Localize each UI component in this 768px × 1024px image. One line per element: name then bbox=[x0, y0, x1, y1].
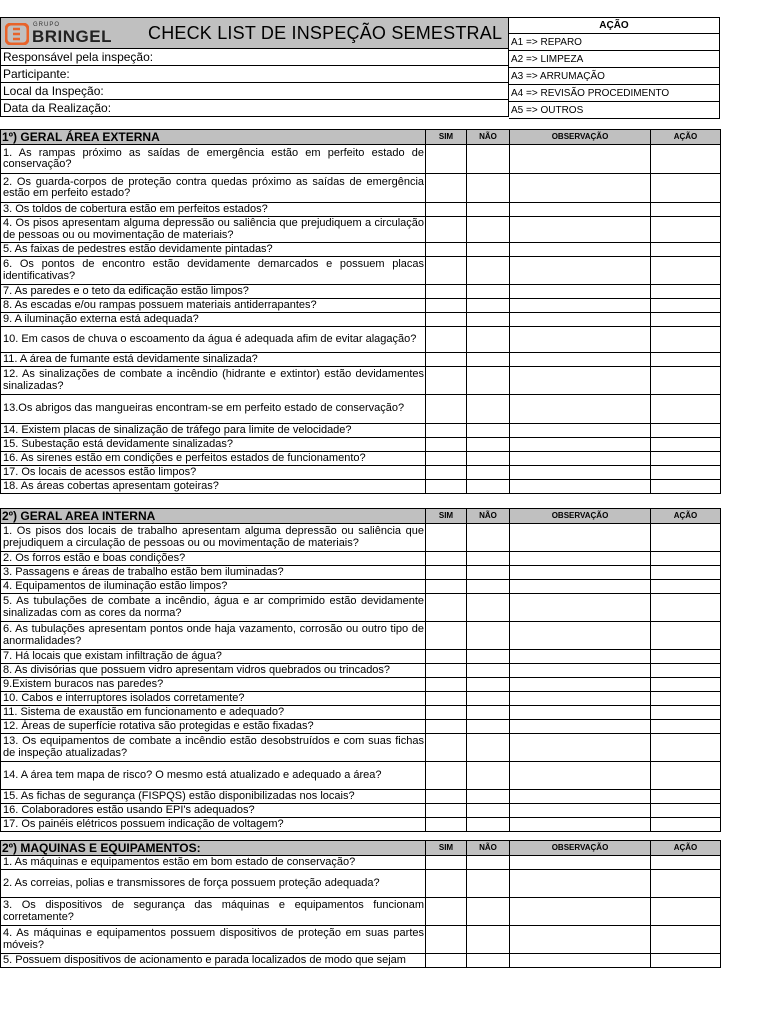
acao-legend-item: A2 => LIMPEZA bbox=[509, 51, 720, 68]
nao-cell[interactable] bbox=[467, 762, 510, 790]
logo-grupo-text: GRUPO bbox=[33, 22, 61, 28]
nao-cell[interactable] bbox=[467, 480, 510, 494]
observacao-cell[interactable] bbox=[510, 678, 651, 692]
nao-cell[interactable] bbox=[467, 243, 510, 257]
acao-legend-item: A4 => REVISÃO PROCEDIMENTO bbox=[509, 85, 720, 102]
acao-cell[interactable] bbox=[651, 466, 721, 480]
checklist-question: 17. Os painéis elétricos possuem indicação de voltagem? bbox=[1, 818, 426, 832]
acao-cell[interactable] bbox=[651, 580, 721, 594]
acao-cell[interactable] bbox=[651, 692, 721, 706]
logo-brand-text: BRINGEL bbox=[32, 27, 112, 46]
acao-cell[interactable] bbox=[651, 217, 721, 243]
col-nao-header: NÃO bbox=[467, 509, 510, 524]
observacao-cell[interactable] bbox=[510, 706, 651, 720]
sim-cell[interactable] bbox=[426, 257, 467, 285]
col-nao-header: NÃO bbox=[467, 130, 510, 145]
page-title: CHECK LIST DE INSPEÇÃO SEMESTRAL bbox=[148, 23, 503, 43]
checklist-question: 3. Os toldos de cobertura estão em perfeitos estados? bbox=[1, 203, 426, 217]
sim-cell[interactable] bbox=[426, 706, 467, 720]
nao-cell[interactable] bbox=[467, 452, 510, 466]
checklist-question: 2. Os guarda-corpos de proteção contra quedas próximo as saídas de emergência estão em perfeito estado? bbox=[1, 174, 426, 203]
sim-cell[interactable] bbox=[426, 692, 467, 706]
observacao-cell[interactable] bbox=[510, 926, 651, 954]
acao-cell[interactable] bbox=[651, 706, 721, 720]
acao-cell[interactable] bbox=[651, 664, 721, 678]
nao-cell[interactable] bbox=[467, 285, 510, 299]
observacao-cell[interactable] bbox=[510, 174, 651, 203]
field-local[interactable]: Local da Inspeção: bbox=[0, 83, 509, 100]
nao-cell[interactable] bbox=[467, 720, 510, 734]
col-observacao-header: OBSERVAÇÃO bbox=[510, 130, 651, 145]
acao-cell[interactable] bbox=[651, 395, 721, 424]
acao-cell[interactable] bbox=[651, 594, 721, 622]
field-participante[interactable]: Participante: bbox=[0, 66, 509, 83]
acao-cell[interactable] bbox=[651, 257, 721, 285]
acao-legend bbox=[509, 17, 720, 119]
checklist-question: 11. A área de fumante está devidamente sinalizada? bbox=[1, 353, 426, 367]
sim-cell[interactable] bbox=[426, 285, 467, 299]
observacao-cell[interactable] bbox=[510, 353, 651, 367]
acao-cell[interactable] bbox=[651, 327, 721, 353]
checklist-row bbox=[1, 734, 721, 762]
checklist-question: 6. As tubulações apresentam pontos onde haja vazamento, corrosão ou outro tipo de anormalidades? bbox=[1, 622, 426, 650]
checklist-question: 9. A iluminação externa está adequada? bbox=[1, 313, 426, 327]
nao-cell[interactable] bbox=[467, 424, 510, 438]
checklist-row bbox=[1, 552, 721, 566]
acao-cell[interactable] bbox=[651, 870, 721, 898]
checklist-row bbox=[1, 804, 721, 818]
sim-cell[interactable] bbox=[426, 353, 467, 367]
checklist-question: 8. As escadas e/ou rampas possuem materiais antiderrapantes? bbox=[1, 299, 426, 313]
col-acao-header: AÇÃO bbox=[651, 841, 721, 856]
checklist-row bbox=[1, 954, 721, 968]
nao-cell[interactable] bbox=[467, 664, 510, 678]
observacao-cell[interactable] bbox=[510, 480, 651, 494]
observacao-cell[interactable] bbox=[510, 217, 651, 243]
checklist-question: 13. Os equipamentos de combate a incêndio estão desobstruídos e com suas fichas de inspeção atualizadas? bbox=[1, 734, 426, 762]
acao-cell[interactable] bbox=[651, 299, 721, 313]
checklist-question: 11. Sistema de exaustão em funcionamento e adequado? bbox=[1, 706, 426, 720]
observacao-cell[interactable] bbox=[510, 622, 651, 650]
observacao-cell[interactable] bbox=[510, 804, 651, 818]
sim-cell[interactable] bbox=[426, 466, 467, 480]
sim-cell[interactable] bbox=[426, 145, 467, 174]
acao-cell[interactable] bbox=[651, 480, 721, 494]
sim-cell[interactable] bbox=[426, 327, 467, 353]
sim-cell[interactable] bbox=[426, 299, 467, 313]
nao-cell[interactable] bbox=[467, 299, 510, 313]
nao-cell[interactable] bbox=[467, 926, 510, 954]
checklist-row bbox=[1, 438, 721, 452]
checklist-question: 8. As divisórias que possuem vidro apresentam vidros quebrados ou trincados? bbox=[1, 664, 426, 678]
checklist-row bbox=[1, 706, 721, 720]
checklist-row bbox=[1, 818, 721, 832]
nao-cell[interactable] bbox=[467, 692, 510, 706]
checklist-question: 5. As faixas de pedestres estão devidamente pintadas? bbox=[1, 243, 426, 257]
checklist-row bbox=[1, 353, 721, 367]
sim-cell[interactable] bbox=[426, 367, 467, 395]
observacao-cell[interactable] bbox=[510, 650, 651, 664]
acao-cell[interactable] bbox=[651, 367, 721, 395]
acao-cell[interactable] bbox=[651, 174, 721, 203]
checklist-row bbox=[1, 452, 721, 466]
sim-cell[interactable] bbox=[426, 734, 467, 762]
checklist-row bbox=[1, 580, 721, 594]
nao-cell[interactable] bbox=[467, 217, 510, 243]
checklist-question: 9.Existem buracos nas paredes? bbox=[1, 678, 426, 692]
checklist-question: 10. Em casos de chuva o escoamento da água é adequada afim de evitar alagação? bbox=[1, 327, 426, 353]
nao-cell[interactable] bbox=[467, 466, 510, 480]
acao-cell[interactable] bbox=[651, 622, 721, 650]
acao-cell[interactable] bbox=[651, 720, 721, 734]
checklist-question: 15. Subestação está devidamente sinalizadas? bbox=[1, 438, 426, 452]
checklist-question: 5. As tubulações de combate a incêndio, água e ar comprimido estão devidamente sinalizadas com as cores da norma? bbox=[1, 594, 426, 622]
checklist-question: 4. As máquinas e equipamentos possuem dispositivos de proteção em suas partes móveis? bbox=[1, 926, 426, 954]
nao-cell[interactable] bbox=[467, 856, 510, 870]
sim-cell[interactable] bbox=[426, 438, 467, 452]
checklist-row bbox=[1, 203, 721, 217]
acao-cell[interactable] bbox=[651, 424, 721, 438]
checklist-question: 10. Cabos e interruptores isolados corretamente? bbox=[1, 692, 426, 706]
sim-cell[interactable] bbox=[426, 203, 467, 217]
checklist-question: 7. As paredes e o teto da edificação estão limpos? bbox=[1, 285, 426, 299]
acao-cell[interactable] bbox=[651, 552, 721, 566]
checklist-question: 5. Possuem dispositivos de acionamento e parada localizados de modo que sejam bbox=[1, 954, 426, 968]
acao-legend-item: A5 => OUTROS bbox=[509, 102, 720, 119]
col-nao-header: NÃO bbox=[467, 841, 510, 856]
nao-cell[interactable] bbox=[467, 313, 510, 327]
nao-cell[interactable] bbox=[467, 804, 510, 818]
acao-cell[interactable] bbox=[651, 313, 721, 327]
nao-cell[interactable] bbox=[467, 438, 510, 452]
checklist-row bbox=[1, 926, 721, 954]
checklist-question: 1. Os pisos dos locais de trabalho apresentam alguma depressão ou saliência que prejudiquem a circulação de pessoas ou ou movimentação de materiais? bbox=[1, 524, 426, 552]
nao-cell[interactable] bbox=[467, 650, 510, 664]
observacao-cell[interactable] bbox=[510, 438, 651, 452]
nao-cell[interactable] bbox=[467, 552, 510, 566]
sim-cell[interactable] bbox=[426, 954, 467, 968]
checklist-question: 1. As rampas próximo as saídas de emergência estão em perfeito estado de conservação? bbox=[1, 145, 426, 174]
sim-cell[interactable] bbox=[426, 580, 467, 594]
observacao-cell[interactable] bbox=[510, 145, 651, 174]
acao-cell[interactable] bbox=[651, 243, 721, 257]
checklist-row bbox=[1, 174, 721, 203]
nao-cell[interactable] bbox=[467, 353, 510, 367]
acao-cell[interactable] bbox=[651, 804, 721, 818]
section-header-row bbox=[1, 509, 721, 524]
header-left bbox=[0, 17, 509, 117]
nao-cell[interactable] bbox=[467, 898, 510, 926]
observacao-cell[interactable] bbox=[510, 856, 651, 870]
observacao-cell[interactable] bbox=[510, 452, 651, 466]
observacao-cell[interactable] bbox=[510, 580, 651, 594]
nao-cell[interactable] bbox=[467, 734, 510, 762]
section-table-area-externa bbox=[0, 129, 721, 494]
checklist-row bbox=[1, 762, 721, 790]
sim-cell[interactable] bbox=[426, 313, 467, 327]
section-title-area-externa: 1º) GERAL ÁREA EXTERNA bbox=[1, 130, 426, 145]
acao-cell[interactable] bbox=[651, 898, 721, 926]
checklist-row bbox=[1, 856, 721, 870]
sim-cell[interactable] bbox=[426, 424, 467, 438]
col-sim-header: SIM bbox=[426, 130, 467, 145]
nao-cell[interactable] bbox=[467, 622, 510, 650]
observacao-cell[interactable] bbox=[510, 720, 651, 734]
field-data[interactable]: Data da Realização: bbox=[0, 100, 509, 117]
sim-cell[interactable] bbox=[426, 480, 467, 494]
nao-cell[interactable] bbox=[467, 395, 510, 424]
acao-cell[interactable] bbox=[651, 790, 721, 804]
acao-cell[interactable] bbox=[651, 856, 721, 870]
sim-cell[interactable] bbox=[426, 594, 467, 622]
acao-cell[interactable] bbox=[651, 734, 721, 762]
col-observacao-header: OBSERVAÇÃO bbox=[510, 841, 651, 856]
acao-cell[interactable] bbox=[651, 926, 721, 954]
checklist-row bbox=[1, 566, 721, 580]
observacao-cell[interactable] bbox=[510, 243, 651, 257]
bringel-logo-mark-icon bbox=[5, 23, 29, 45]
checklist-question: 4. Equipamentos de iluminação estão limpos? bbox=[1, 580, 426, 594]
section-title-maquinas: 2º) MAQUINAS E EQUIPAMENTOS: bbox=[1, 841, 426, 856]
sim-cell[interactable] bbox=[426, 452, 467, 466]
nao-cell[interactable] bbox=[467, 818, 510, 832]
checklist-row bbox=[1, 243, 721, 257]
observacao-cell[interactable] bbox=[510, 898, 651, 926]
checklist-row bbox=[1, 524, 721, 552]
acao-cell[interactable] bbox=[651, 353, 721, 367]
sim-cell[interactable] bbox=[426, 790, 467, 804]
checklist-row bbox=[1, 870, 721, 898]
checklist-question: 2. As correias, polias e transmissores de força possuem proteção adequada? bbox=[1, 870, 426, 898]
section-table-area-interna bbox=[0, 508, 721, 832]
acao-legend-title: AÇÃO bbox=[509, 17, 720, 34]
sim-cell[interactable] bbox=[426, 174, 467, 203]
nao-cell[interactable] bbox=[467, 566, 510, 580]
nao-cell[interactable] bbox=[467, 327, 510, 353]
checklist-row bbox=[1, 898, 721, 926]
sim-cell[interactable] bbox=[426, 678, 467, 692]
observacao-cell[interactable] bbox=[510, 466, 651, 480]
checklist-question: 17. Os locais de acessos estão limpos? bbox=[1, 466, 426, 480]
sim-cell[interactable] bbox=[426, 566, 467, 580]
sim-cell[interactable] bbox=[426, 395, 467, 424]
sim-cell[interactable] bbox=[426, 217, 467, 243]
observacao-cell[interactable] bbox=[510, 203, 651, 217]
checklist-row bbox=[1, 692, 721, 706]
observacao-cell[interactable] bbox=[510, 664, 651, 678]
checklist-row bbox=[1, 424, 721, 438]
nao-cell[interactable] bbox=[467, 678, 510, 692]
sim-cell[interactable] bbox=[426, 524, 467, 552]
col-sim-header: SIM bbox=[426, 509, 467, 524]
checklist-question: 18. As áreas cobertas apresentam goteiras? bbox=[1, 480, 426, 494]
checklist-row bbox=[1, 466, 721, 480]
sim-cell[interactable] bbox=[426, 926, 467, 954]
observacao-cell[interactable] bbox=[510, 594, 651, 622]
checklist-question: 3. Os dispositivos de segurança das máquinas e equipamentos funcionam corretamente? bbox=[1, 898, 426, 926]
observacao-cell[interactable] bbox=[510, 954, 651, 968]
observacao-cell[interactable] bbox=[510, 566, 651, 580]
sim-cell[interactable] bbox=[426, 243, 467, 257]
observacao-cell[interactable] bbox=[510, 762, 651, 790]
nao-cell[interactable] bbox=[467, 203, 510, 217]
bringel-logo bbox=[5, 22, 120, 46]
acao-cell[interactable] bbox=[651, 566, 721, 580]
nao-cell[interactable] bbox=[467, 594, 510, 622]
acao-cell[interactable] bbox=[651, 762, 721, 790]
nao-cell[interactable] bbox=[467, 954, 510, 968]
field-responsavel[interactable]: Responsável pela inspeção: bbox=[0, 49, 509, 66]
sim-cell[interactable] bbox=[426, 622, 467, 650]
acao-cell[interactable] bbox=[651, 203, 721, 217]
acao-cell[interactable] bbox=[651, 145, 721, 174]
observacao-cell[interactable] bbox=[510, 870, 651, 898]
section-title-area-interna: 2º) GERAL AREA INTERNA bbox=[1, 509, 426, 524]
checklist-row bbox=[1, 327, 721, 353]
title-row bbox=[0, 17, 509, 49]
checklist-question: 16. As sirenes estão em condições e perfeitos estados de funcionamento? bbox=[1, 452, 426, 466]
checklist-row bbox=[1, 678, 721, 692]
checklist-row bbox=[1, 299, 721, 313]
sim-cell[interactable] bbox=[426, 856, 467, 870]
col-acao-header: AÇÃO bbox=[651, 130, 721, 145]
checklist-row bbox=[1, 480, 721, 494]
acao-cell[interactable] bbox=[651, 954, 721, 968]
nao-cell[interactable] bbox=[467, 524, 510, 552]
acao-legend-item: A3 => ARRUMAÇÃO bbox=[509, 68, 720, 85]
checklist-row bbox=[1, 720, 721, 734]
acao-cell[interactable] bbox=[651, 650, 721, 664]
checklist-row bbox=[1, 285, 721, 299]
observacao-cell[interactable] bbox=[510, 552, 651, 566]
observacao-cell[interactable] bbox=[510, 524, 651, 552]
checklist-question: 12. As sinalizações de combate a incêndio (hidrante e extintor) estão devidamentes sinalizadas? bbox=[1, 367, 426, 395]
observacao-cell[interactable] bbox=[510, 285, 651, 299]
checklist-question: 14. A área tem mapa de risco? O mesmo está atualizado e adequado a área? bbox=[1, 762, 426, 790]
checklist-question: 15. As fichas de segurança (FISPQS) estão disponibilizadas nos locais? bbox=[1, 790, 426, 804]
checklist-row bbox=[1, 145, 721, 174]
sim-cell[interactable] bbox=[426, 804, 467, 818]
checklist-row bbox=[1, 313, 721, 327]
sim-cell[interactable] bbox=[426, 650, 467, 664]
observacao-cell[interactable] bbox=[510, 424, 651, 438]
nao-cell[interactable] bbox=[467, 790, 510, 804]
col-sim-header: SIM bbox=[426, 841, 467, 856]
checklist-row bbox=[1, 217, 721, 243]
observacao-cell[interactable] bbox=[510, 734, 651, 762]
sim-cell[interactable] bbox=[426, 818, 467, 832]
checklist-row bbox=[1, 257, 721, 285]
observacao-cell[interactable] bbox=[510, 299, 651, 313]
checklist-row bbox=[1, 790, 721, 804]
checklist-question: 2. Os forros estão e boas condições? bbox=[1, 552, 426, 566]
checklist-question: 14. Existem placas de sinalização de tráfego para limite de velocidade? bbox=[1, 424, 426, 438]
checklist-row bbox=[1, 367, 721, 395]
sim-cell[interactable] bbox=[426, 898, 467, 926]
observacao-cell[interactable] bbox=[510, 818, 651, 832]
nao-cell[interactable] bbox=[467, 367, 510, 395]
observacao-cell[interactable] bbox=[510, 257, 651, 285]
observacao-cell[interactable] bbox=[510, 395, 651, 424]
nao-cell[interactable] bbox=[467, 174, 510, 203]
observacao-cell[interactable] bbox=[510, 327, 651, 353]
observacao-cell[interactable] bbox=[510, 367, 651, 395]
acao-cell[interactable] bbox=[651, 678, 721, 692]
sim-cell[interactable] bbox=[426, 664, 467, 678]
acao-cell[interactable] bbox=[651, 452, 721, 466]
nao-cell[interactable] bbox=[467, 145, 510, 174]
col-observacao-header: OBSERVAÇÃO bbox=[510, 509, 651, 524]
section-table-maquinas bbox=[0, 840, 721, 968]
acao-cell[interactable] bbox=[651, 438, 721, 452]
checklist-question: 4. Os pisos apresentam alguma depressão ou saliência que prejudiquem a circulação de pessoas ou ou movimentação de materiais? bbox=[1, 217, 426, 243]
observacao-cell[interactable] bbox=[510, 313, 651, 327]
nao-cell[interactable] bbox=[467, 580, 510, 594]
observacao-cell[interactable] bbox=[510, 692, 651, 706]
checklist-question: 12. Áreas de superfície rotativa são protegidas e estão fixadas? bbox=[1, 720, 426, 734]
nao-cell[interactable] bbox=[467, 706, 510, 720]
checklist-row bbox=[1, 622, 721, 650]
checklist-question: 7. Há locais que existam infiltração de água? bbox=[1, 650, 426, 664]
checklist-row bbox=[1, 664, 721, 678]
nao-cell[interactable] bbox=[467, 257, 510, 285]
acao-legend-item: A1 => REPARO bbox=[509, 34, 720, 51]
acao-cell[interactable] bbox=[651, 285, 721, 299]
checklist-question: 1. As máquinas e equipamentos estão em bom estado de conservação? bbox=[1, 856, 426, 870]
checklist-row bbox=[1, 650, 721, 664]
observacao-cell[interactable] bbox=[510, 790, 651, 804]
sim-cell[interactable] bbox=[426, 870, 467, 898]
checklist-row bbox=[1, 594, 721, 622]
sim-cell[interactable] bbox=[426, 720, 467, 734]
section-header-row bbox=[1, 130, 721, 145]
acao-cell[interactable] bbox=[651, 818, 721, 832]
section-header-row bbox=[1, 841, 721, 856]
checklist-question: 3. Passagens e áreas de trabalho estão bem iluminadas? bbox=[1, 566, 426, 580]
acao-cell[interactable] bbox=[651, 524, 721, 552]
nao-cell[interactable] bbox=[467, 870, 510, 898]
col-acao-header: AÇÃO bbox=[651, 509, 721, 524]
checklist-row bbox=[1, 395, 721, 424]
checklist-question: 16. Colaboradores estão usando EPI's adequados? bbox=[1, 804, 426, 818]
sim-cell[interactable] bbox=[426, 762, 467, 790]
checklist-question: 6. Os pontos de encontro estão devidamente demarcados e possuem placas identificativas? bbox=[1, 257, 426, 285]
checklist-question: 13.Os abrigos das mangueiras encontram-se em perfeito estado de conservação? bbox=[1, 395, 426, 424]
sim-cell[interactable] bbox=[426, 552, 467, 566]
